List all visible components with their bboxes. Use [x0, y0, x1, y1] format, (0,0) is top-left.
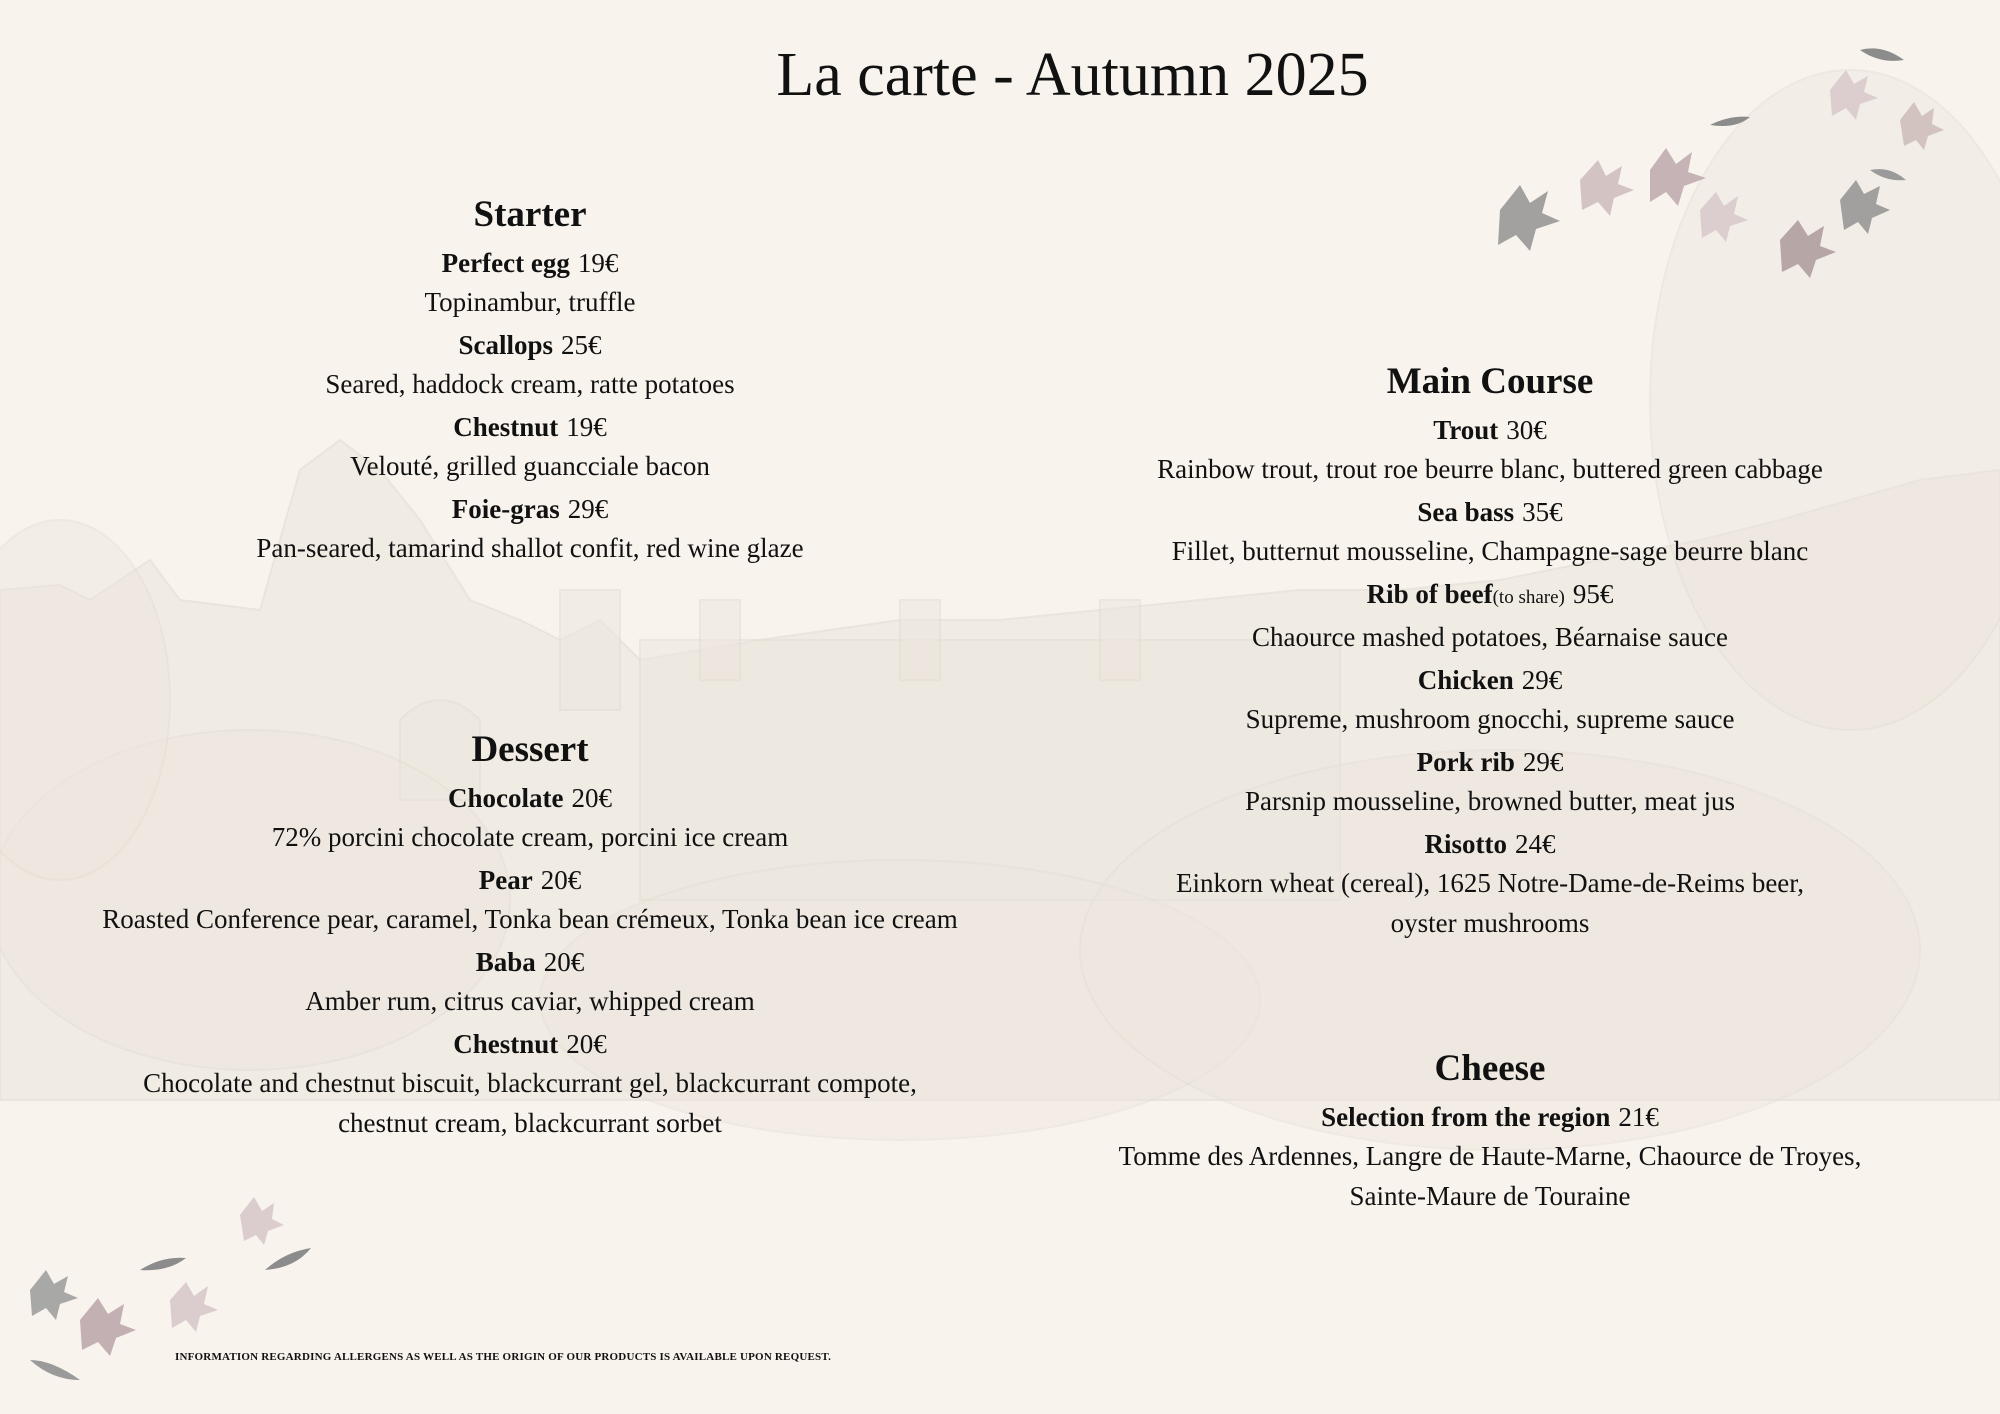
item-price: 21€ — [1618, 1102, 1659, 1132]
item-description: Rainbow trout, trout roe beurre blanc, buttered green cabbage — [1157, 454, 1823, 484]
menu-item-head — [1080, 575, 1900, 617]
item-description: Velouté, grilled guancciale bacon — [350, 451, 710, 481]
item-name: Chestnut — [453, 412, 559, 442]
menu-item-head — [40, 1025, 1020, 1063]
item-price: 30€ — [1506, 415, 1547, 445]
item-description: 72% porcini chocolate cream, porcini ice cream — [271, 822, 789, 852]
item-price: 20€ — [571, 783, 612, 813]
menu-item-head — [1080, 493, 1900, 531]
item-price: 20€ — [566, 1029, 607, 1059]
item-description: Roasted Conference pear, caramel, Tonka bean crémeux, Tonka bean ice cream — [102, 904, 958, 934]
menu-item-head — [40, 326, 1020, 364]
item-name: Scallops — [458, 330, 554, 360]
item-name: Perfect egg — [441, 248, 570, 278]
item-name: Risotto — [1424, 829, 1507, 859]
item-name: Chestnut — [453, 1029, 559, 1059]
item-name: Baba — [475, 947, 536, 977]
item-price: 20€ — [540, 865, 582, 895]
section-title-cheese: Cheese — [1434, 1048, 1546, 1089]
main-course-section — [1080, 357, 1900, 943]
section-title-starter: Starter — [473, 194, 587, 235]
item-name: Chicken — [1417, 665, 1514, 695]
item-price: 35€ — [1522, 497, 1563, 527]
item-name: Foie-gras — [451, 494, 560, 524]
page-title: La carte - Autumn 2025 — [776, 41, 1369, 109]
item-name: Selection from the region — [1321, 1102, 1611, 1132]
item-name: Chocolate — [448, 783, 564, 813]
menu-item-head — [1080, 825, 1900, 863]
item-price: 29€ — [1521, 665, 1563, 695]
item-description-line: chestnut cream, blackcurrant sorbet — [338, 1108, 722, 1138]
cheese-section — [1080, 1044, 1900, 1216]
starter-section — [40, 190, 1020, 568]
item-description: Topinambur, truffle — [424, 287, 636, 317]
item-description: Seared, haddock cream, ratte potatoes — [325, 369, 735, 399]
dessert-section — [40, 725, 1020, 1143]
item-description-line: Chocolate and chestnut biscuit, blackcurrant gel, blackcurrant compote, — [143, 1068, 917, 1098]
item-description-line: Einkorn wheat (cereal), 1625 Notre-Dame-de-Reims beer, — [1176, 868, 1804, 898]
item-name: Trout — [1433, 415, 1499, 445]
menu-item-head — [40, 861, 1020, 899]
item-description: Fillet, butternut mousseline, Champagne-sage beurre blanc — [1171, 536, 1809, 566]
item-name: Pear — [478, 865, 533, 895]
item-name: Rib of beef — [1366, 579, 1493, 609]
item-price: 95€ — [1572, 579, 1614, 609]
menu-item-head — [40, 408, 1020, 446]
section-title-dessert: Dessert — [471, 729, 589, 770]
menu-item-head — [1080, 743, 1900, 781]
menu-item-head — [40, 943, 1020, 981]
item-price: 25€ — [561, 330, 602, 360]
item-price: 29€ — [567, 494, 609, 524]
item-description: Parsnip mousseline, browned butter, meat jus — [1244, 786, 1736, 816]
item-description-line: Tomme des Ardennes, Langre de Haute-Marne, Chaource de Troyes, — [1118, 1141, 1862, 1171]
menu-item-head — [40, 244, 1020, 282]
item-price: 20€ — [543, 947, 585, 977]
menu-item-head — [40, 779, 1020, 817]
item-price: 19€ — [566, 412, 607, 442]
allergen-notice: INFORMATION REGARDING ALLERGENS AS WELL AS THE ORIGIN OF OUR PRODUCTS IS AVAILABLE UPON REQUEST. — [175, 1351, 832, 1363]
item-note: (to share) — [1492, 587, 1565, 608]
item-name: Pork rib — [1416, 747, 1515, 777]
menu-item-head — [1080, 1098, 1900, 1136]
item-description: Amber rum, citrus caviar, whipped cream — [305, 986, 755, 1016]
menu-item-head — [40, 490, 1020, 528]
item-name: Sea bass — [1417, 497, 1515, 527]
item-description-line: oyster mushrooms — [1390, 908, 1590, 938]
item-price: 29€ — [1522, 747, 1564, 777]
menu-item-head — [1080, 411, 1900, 449]
item-description: Chaource mashed potatoes, Béarnaise sauce — [1251, 622, 1729, 652]
item-price: 19€ — [577, 248, 619, 278]
menu-item-head — [1080, 661, 1900, 699]
item-price: 24€ — [1515, 829, 1556, 859]
item-description: Supreme, mushroom gnocchi, supreme sauce — [1245, 704, 1735, 734]
item-description-line: Sainte-Maure de Touraine — [1349, 1181, 1631, 1211]
section-title-main-course: Main Course — [1386, 361, 1594, 402]
item-description: Pan-seared, tamarind shallot confit, red wine glaze — [256, 533, 804, 563]
